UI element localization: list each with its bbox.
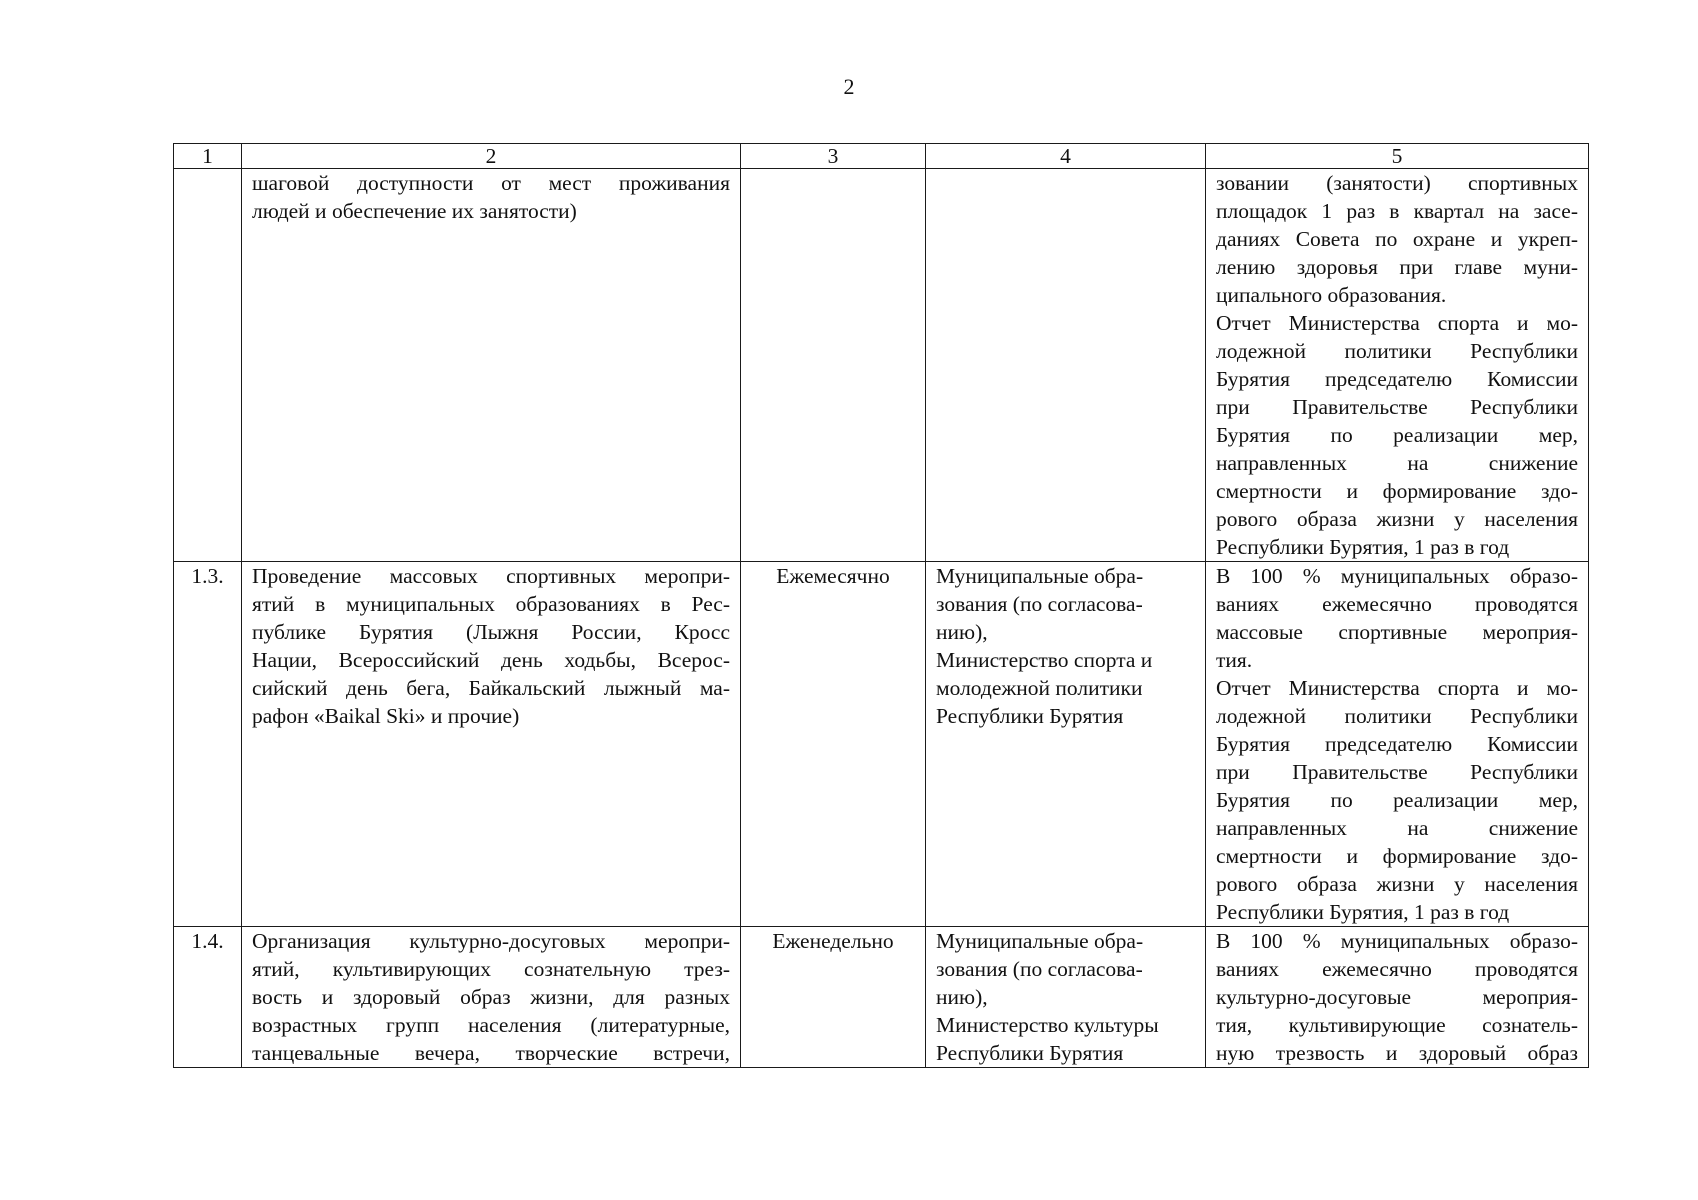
- text-line: тия.: [1216, 648, 1253, 672]
- text-line: ваниях ежемесячно проводятся: [1216, 592, 1578, 616]
- text-line: при Правительстве Республики: [1216, 760, 1578, 784]
- measure-frequency: [741, 169, 926, 562]
- text-line: нию),: [936, 985, 988, 1009]
- row-number: [174, 169, 242, 562]
- text-line: вость и здоровый образ жизни, для разных: [252, 985, 730, 1009]
- text-line: направленных на снижение: [1216, 816, 1578, 840]
- text-line: танцевальные вечера, творческие встречи,: [252, 1041, 730, 1065]
- text-line: ваниях ежемесячно проводятся: [1216, 957, 1578, 981]
- table-row: [174, 927, 1589, 1068]
- text-line: Бурятия председателю Комиссии: [1216, 367, 1578, 391]
- measure-description: [242, 562, 741, 927]
- text-line: Отчет Министерства спорта и мо-: [1216, 676, 1578, 700]
- text-line: шаговой доступности от мест проживания: [252, 171, 730, 195]
- measure-result: [1206, 927, 1589, 1068]
- text-line: при Правительстве Республики: [1216, 395, 1578, 419]
- text-line: ятий, культивирующих сознательную трез-: [252, 957, 730, 981]
- text-line: Муниципальные обра-: [936, 929, 1144, 953]
- text-line: сийский день бега, Байкальский лыжный ма-: [252, 676, 730, 700]
- text-line: смертности и формирование здо-: [1216, 844, 1578, 868]
- text-line: массовые спортивные мероприя-: [1216, 620, 1578, 644]
- measure-description: [242, 169, 741, 562]
- text-line: ятий в муниципальных образованиях в Рес-: [252, 592, 730, 616]
- text-line: Отчет Министерства спорта и мо-: [1216, 311, 1578, 335]
- text-line: тия, культивирующие сознатель-: [1216, 1013, 1578, 1037]
- text-line: ную трезвость и здоровый образ: [1216, 1041, 1578, 1065]
- measure-frequency: Еженедельно: [741, 927, 926, 1068]
- measure-executors: [926, 169, 1206, 562]
- header-col-5: 5: [1206, 144, 1589, 169]
- text-line: рафон «Baikal Ski» и прочие): [252, 704, 520, 728]
- measure-executors: [926, 562, 1206, 927]
- text-line: Министерство спорта и: [936, 648, 1153, 672]
- text-line: даниях Совета по охране и укреп-: [1216, 227, 1578, 251]
- table-row: [174, 169, 1589, 562]
- text-line: площадок 1 раз в квартал на засе-: [1216, 199, 1578, 223]
- measure-result: [1206, 169, 1589, 562]
- text-line: В 100 % муниципальных образо-: [1216, 929, 1578, 953]
- text-line: молодежной политики: [936, 676, 1143, 700]
- table-row: [174, 562, 1589, 927]
- measure-description: [242, 927, 741, 1068]
- row-number: 1.3.: [174, 562, 242, 927]
- header-col-1: 1: [174, 144, 242, 169]
- text-line: смертности и формирование здо-: [1216, 479, 1578, 503]
- text-line: Республики Бурятия: [936, 704, 1124, 728]
- text-line: лодежной политики Республики: [1216, 704, 1578, 728]
- text-line: публике Бурятия (Лыжня России, Кросс: [252, 620, 730, 644]
- text-line: рового образа жизни у населения: [1216, 507, 1578, 531]
- text-line: Муниципальные обра-: [936, 564, 1144, 588]
- text-line: Нации, Всероссийский день ходьбы, Всерос-: [252, 648, 730, 672]
- measure-result: [1206, 562, 1589, 927]
- header-col-2: 2: [242, 144, 741, 169]
- text-line: направленных на снижение: [1216, 451, 1578, 475]
- text-line: Бурятия по реализации мер,: [1216, 423, 1578, 447]
- text-line: Проведение массовых спортивных меропри-: [252, 564, 730, 588]
- measure-executors: [926, 927, 1206, 1068]
- page-number: 2: [843, 74, 855, 99]
- text-line: зования (по согласова-: [936, 592, 1143, 616]
- text-line: лению здоровья при главе муни-: [1216, 255, 1578, 279]
- text-line: зовании (занятости) спортивных: [1216, 171, 1578, 195]
- text-line: Республики Бурятия, 1 раз в год: [1216, 900, 1510, 924]
- text-line: людей и обеспечение их занятости): [252, 199, 577, 223]
- text-line: зования (по согласова-: [936, 957, 1143, 981]
- text-line: Бурятия председателю Комиссии: [1216, 732, 1578, 756]
- text-line: культурно-досуговые мероприя-: [1216, 985, 1578, 1009]
- text-line: ципального образования.: [1216, 283, 1447, 307]
- text-line: нию),: [936, 620, 988, 644]
- header-col-4: 4: [926, 144, 1206, 169]
- text-line: Республики Бурятия, 1 раз в год: [1216, 535, 1510, 559]
- header-row: [174, 144, 1589, 169]
- text-line: Организация культурно-досуговых меропри-: [252, 929, 730, 953]
- measures-table: [173, 143, 1589, 1068]
- text-line: Республики Бурятия: [936, 1041, 1124, 1065]
- text-line: В 100 % муниципальных образо-: [1216, 564, 1578, 588]
- text-line: Бурятия по реализации мер,: [1216, 788, 1578, 812]
- header-col-3: 3: [741, 144, 926, 169]
- text-line: рового образа жизни у населения: [1216, 872, 1578, 896]
- text-line: возрастных групп населения (литературные,: [252, 1013, 730, 1037]
- row-number: 1.4.: [174, 927, 242, 1068]
- text-line: Министерство культуры: [936, 1013, 1159, 1037]
- text-line: лодежной политики Республики: [1216, 339, 1578, 363]
- measure-frequency: Ежемесячно: [741, 562, 926, 927]
